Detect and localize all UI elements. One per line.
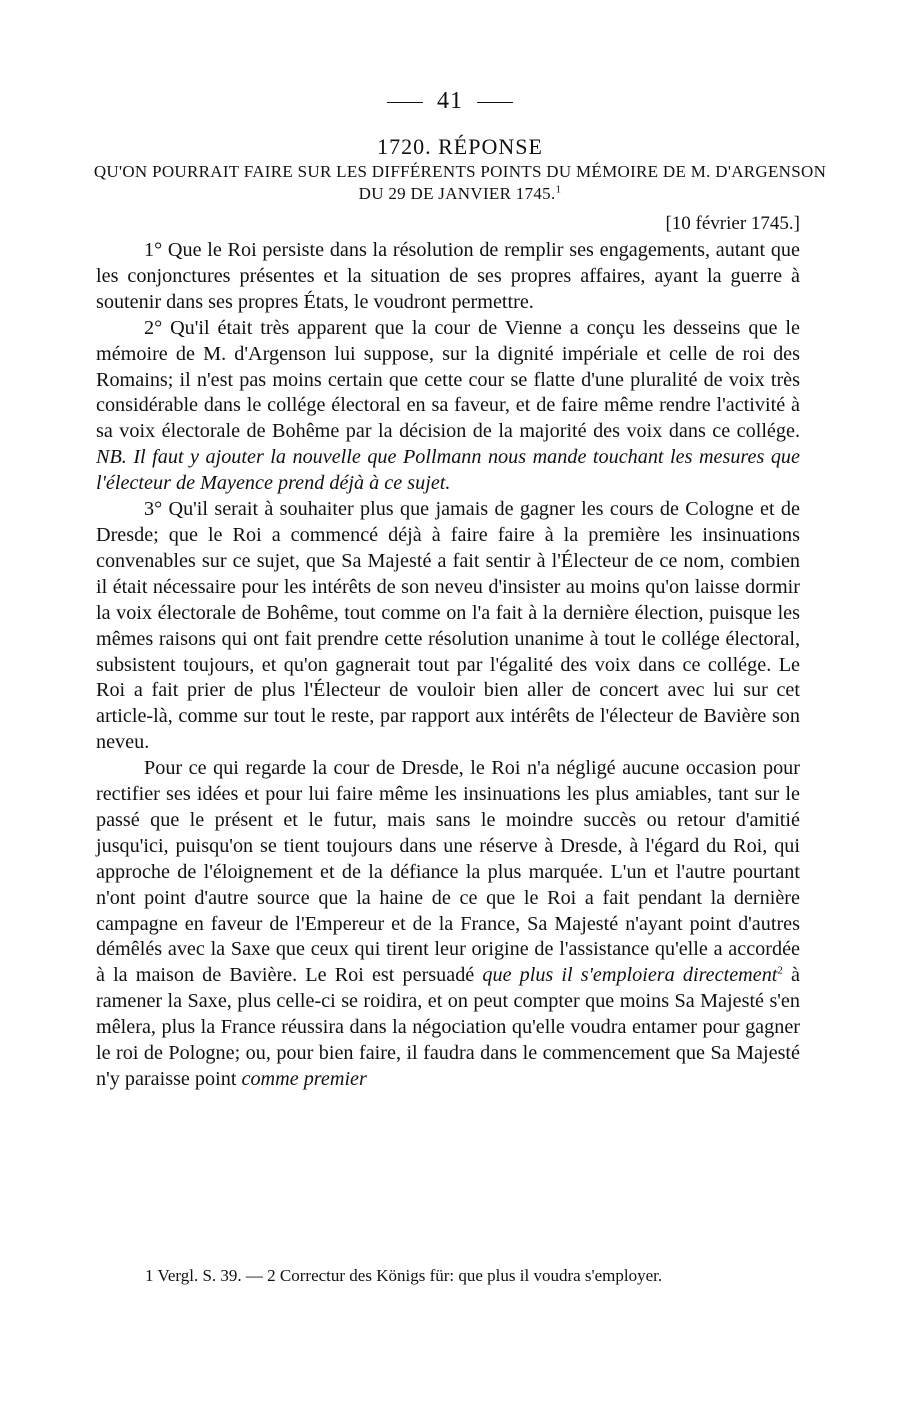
paragraph-4-italic-b: que plus il s'emploiera directement	[482, 964, 778, 987]
paragraph-2-text: 2° Qu'il était très apparent que la cour de Vienne a conçu les desseins que le mémoire de M. d'Argenson lui suppose, sur la dignité impériale et celle de roi des Romains; il n'est pas moins certain que cette cour se flatte d'une pluralité de voix très considérable dans le collége électoral en sa faveur, et de faire même rendre l'activité à sa voix électorale de Bohême par la décision de la majorité des voix dans ce collége.	[96, 316, 800, 443]
paragraph-2-note: NB. Il faut y ajouter la nouvelle que Pollmann nous mande touchant les mesures que l'électeur de Mayence prend déjà à ce sujet.	[96, 446, 800, 495]
paragraph-4-text-c: à ramener la Saxe, plus celle-ci se roidira, et on peut compter que moins Sa Majesté s'en mêlera, plus la France réussira dans la négociation qu'elle voudra entamer pour gagner le roi de Pologne; ou, pour bien faire, il faudra dans le commencement que Sa Majesté n'y paraisse point	[96, 964, 800, 1090]
document-heading: 1720. RÉPONSE	[377, 134, 543, 159]
document-date: [10 février 1745.]	[665, 213, 800, 234]
document-subheading	[90, 161, 830, 205]
left-dash	[387, 102, 423, 103]
footnotes: 1 Vergl. S. 39. — 2 Correctur des Königs für: que plus il voudra s'employer.	[145, 1266, 663, 1285]
footnote-mark-1: 1	[555, 183, 562, 196]
page-number-text: 41	[437, 88, 463, 114]
paragraph-2	[96, 316, 800, 497]
paragraph-4-text-a: Pour ce qui regarde la cour de Dresde, le Roi n'a négligé aucune occasion pour rectifier ses idées et pour lui faire même les insinuations les plus amiables, tant sur le passé que le présent et le futur, mais sans le moindre succès ou retour d'amitié jusqu'ici, puisqu'on se tient toujours dans une réserve à Dresde, à l'égard du Roi, qui approche de l'éloignement et de la défiance la plus marquée. L'un et l'autre pourtant n'ont point d'autre source que la haine de ce que le Roi a fait pendant la dernière campagne en faveur de l'Empereur et de la France, Sa Majesté n'ayant point d'autres démêlés avec la Saxe que ceux qui tirent leur origine de l'assistance qu'elle a accordée à la maison de Bavière. Le Roi est persuadé	[96, 757, 800, 987]
paragraph-4	[96, 756, 800, 1093]
page-number	[0, 88, 900, 115]
right-dash	[477, 102, 513, 103]
paragraph-4-italic-d: comme premier	[241, 1068, 367, 1090]
paragraph-1: 1° Que le Roi persiste dans la résolution de remplir ses engagements, autant que les conjonctures présentes et la situation de ses propres affaires, ayant la guerre à soutenir dans ses propres États, le voudront permettre.	[96, 239, 800, 313]
subheading-text: QU'ON POURRAIT FAIRE SUR LES DIFFÉRENTS POINTS DU MÉMOIRE DE M. D'ARGENSON DU 29 DE JANVIER 1745.	[93, 162, 827, 203]
footnote-mark-2: 2	[777, 964, 783, 977]
paragraph-3: 3° Qu'il serait à souhaiter plus que jamais de gagner les cours de Cologne et de Dresde; que le Roi a commencé déjà à faire faire à la première les insinuations convenables sur ce sujet, que Sa Majesté a fait sentir à l'Électeur de ce nom, combien il était nécessaire pour les intérêts de son neveu d'insister au moins qu'on laisse dormir la voix électorale de Bohême, tout comme on l'a fait à la dernière élection, puisque les mêmes raisons qui ont fait prendre cette résolution unanime à tout le collége électoral, subsistent toujours, et qu'on gagnerait tout par l'égalité des voix dans ce collége. Le Roi a fait prier de plus l'Électeur de vouloir bien aller de concert avec lui sur cet article-là, comme sur tout le reste, par rapport aux intérêts de l'électeur de Bavière son neveu.	[96, 498, 800, 754]
document-body	[96, 238, 800, 1093]
